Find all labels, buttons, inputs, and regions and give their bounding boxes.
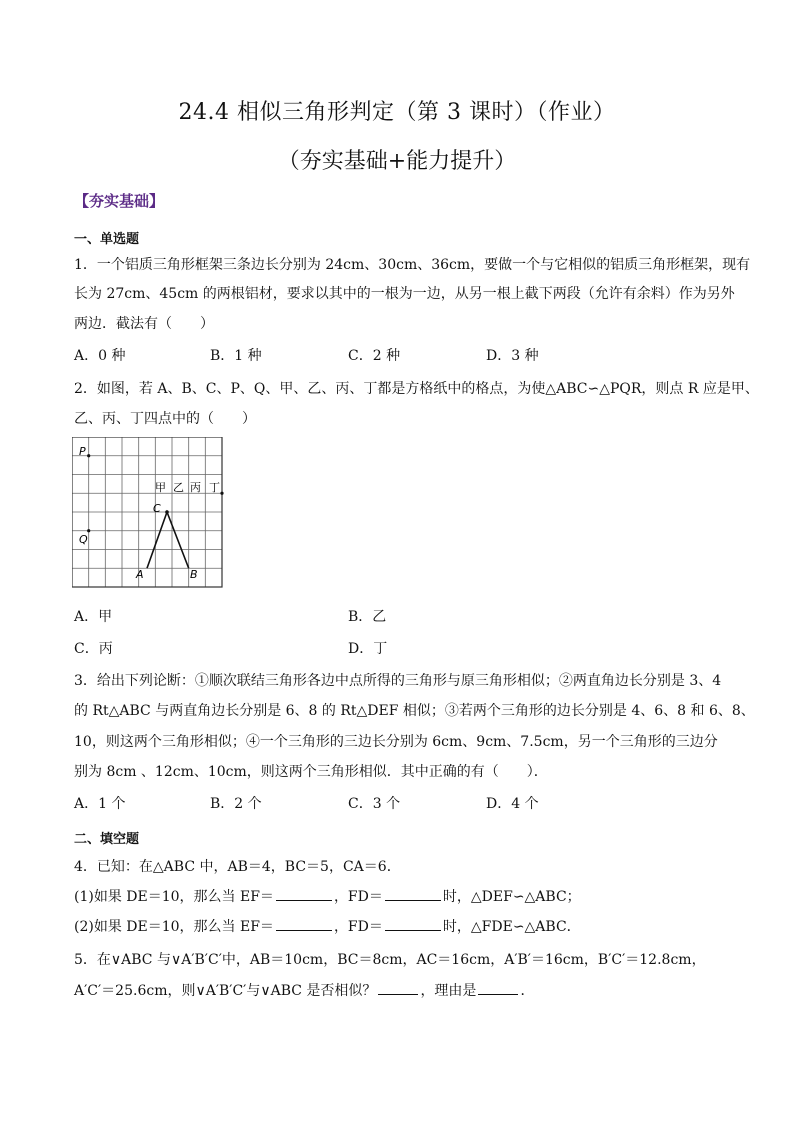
q4-part1 — [74, 886, 581, 906]
q4-part2-text-a: (2)如果 DE＝10，那么当 EF＝ — [74, 919, 274, 935]
q1-line1: 1．一个铝质三角形框架三条边长分别为 24cm、30cm、36cm，要做一个与它相似的铝质三角形框架，现有 — [74, 257, 751, 273]
q5-blank-reason[interactable] — [478, 982, 518, 995]
q4-part2-text-b: ，FD＝ — [333, 919, 383, 935]
q4-part1-blank-ef[interactable] — [276, 888, 332, 901]
q4-part2 — [74, 916, 581, 936]
q2-option-d[interactable]: D．丁 — [348, 641, 388, 657]
q3-option-c[interactable]: C．3 个 — [348, 796, 401, 812]
label-p: P — [79, 445, 86, 458]
q1-line2: 长为 27cm、45cm 的两根铝材，要求以其中的一根为一边，从另一根上截下两段（允许有余料）作为另外 — [74, 286, 735, 302]
page-subtitle: （夯实基础+能力提升） — [277, 149, 517, 174]
q3-option-b[interactable]: B．2 个 — [210, 796, 262, 812]
q1-option-a[interactable]: A．0 种 — [74, 348, 126, 364]
label-yi: 乙 — [173, 481, 184, 494]
label-c: C — [153, 502, 161, 515]
q4-part1-text-a: (1)如果 DE＝10，那么当 EF＝ — [74, 889, 274, 905]
page-title: 24.4 相似三角形判定（第 3 课时）（作业） — [178, 100, 616, 125]
q3-line1: 3．给出下列论断：①顺次联结三角形各边中点所得的三角形与原三角形相似；②两直角边长分别是 3、4 — [74, 673, 722, 689]
q3-line3: 10，则这两个三角形相似；④一个三角形的三边长分别为 6cm、9cm、7.5cm，另一个三角形的三边分 — [74, 734, 718, 750]
label-ding: 丁 — [209, 481, 220, 494]
q4-part2-blank-ef[interactable] — [276, 918, 332, 931]
q3-option-a[interactable]: A．1 个 — [74, 796, 126, 812]
q4-part1-text-c: 时，△DEF∽△ABC； — [442, 889, 581, 905]
q2-option-b[interactable]: B．乙 — [348, 609, 387, 625]
q2-line2: 乙、丙、丁四点中的（ ） — [74, 411, 256, 427]
q1-option-b[interactable]: B．1 种 — [210, 348, 262, 364]
q3-line4: 别为 8cm 、12cm、10cm，则这两个三角形相似．其中正确的有（ ）． — [74, 764, 548, 780]
label-q: Q — [79, 533, 88, 546]
q2-line1: 2．如图，若 A、B、C、P、Q、甲、乙、丙、丁都是方格纸中的格点，为使△ABC∽△PQR，则点 R 应是甲、 — [74, 381, 759, 397]
q5-blank-similar[interactable] — [378, 982, 418, 995]
q3-option-d[interactable]: D．4 个 — [486, 796, 539, 812]
q1-option-d[interactable]: D．3 种 — [486, 348, 539, 364]
q4-part2-blank-fd[interactable] — [385, 918, 441, 931]
grid-figure — [72, 437, 226, 589]
q1-option-c[interactable]: C．2 种 — [348, 348, 401, 364]
q4-part2-text-c: 时，△FDE∽△ABC． — [442, 919, 581, 935]
label-bing: 丙 — [190, 481, 201, 494]
q5-text-c: ． — [520, 983, 535, 999]
q5-text-b: ，理由是 — [420, 983, 477, 999]
part-heading-fill-blank: 二、填空题 — [74, 832, 140, 847]
q2-option-a[interactable]: A．甲 — [74, 609, 113, 625]
label-a: A — [136, 568, 144, 581]
label-jia: 甲 — [155, 481, 166, 494]
q5-line1: 5．在∨ABC 与∨A′B′C′中，AB＝10cm，BC＝8cm，AC＝16cm，A′B′＝16cm，B′C′＝12.8cm， — [74, 952, 706, 968]
q4-line1: 4．已知：在△ABC 中，AB＝4，BC＝5，CA＝6． — [74, 859, 401, 875]
q3-line2: 的 Rt△ABC 与两直角边长分别是 6、8 的 Rt△DEF 相似；③若两个三角形的边长分别是 4、6、8 和 6、8、 — [74, 703, 755, 719]
part-heading-single-choice: 一、单选题 — [74, 232, 140, 247]
label-b: B — [190, 568, 198, 581]
q1-line3: 两边．截法有（ ） — [74, 316, 214, 332]
q5-line2 — [74, 980, 534, 1000]
section-heading: 【夯实基础】 — [74, 192, 165, 210]
q4-part1-text-b: ，FD＝ — [333, 889, 383, 905]
q2-option-c[interactable]: C．丙 — [74, 641, 113, 657]
q4-part1-blank-fd[interactable] — [385, 888, 441, 901]
q5-text-a: A′C′＝25.6cm，则∨A′B′C′与∨ABC 是否相似？ — [74, 983, 377, 999]
